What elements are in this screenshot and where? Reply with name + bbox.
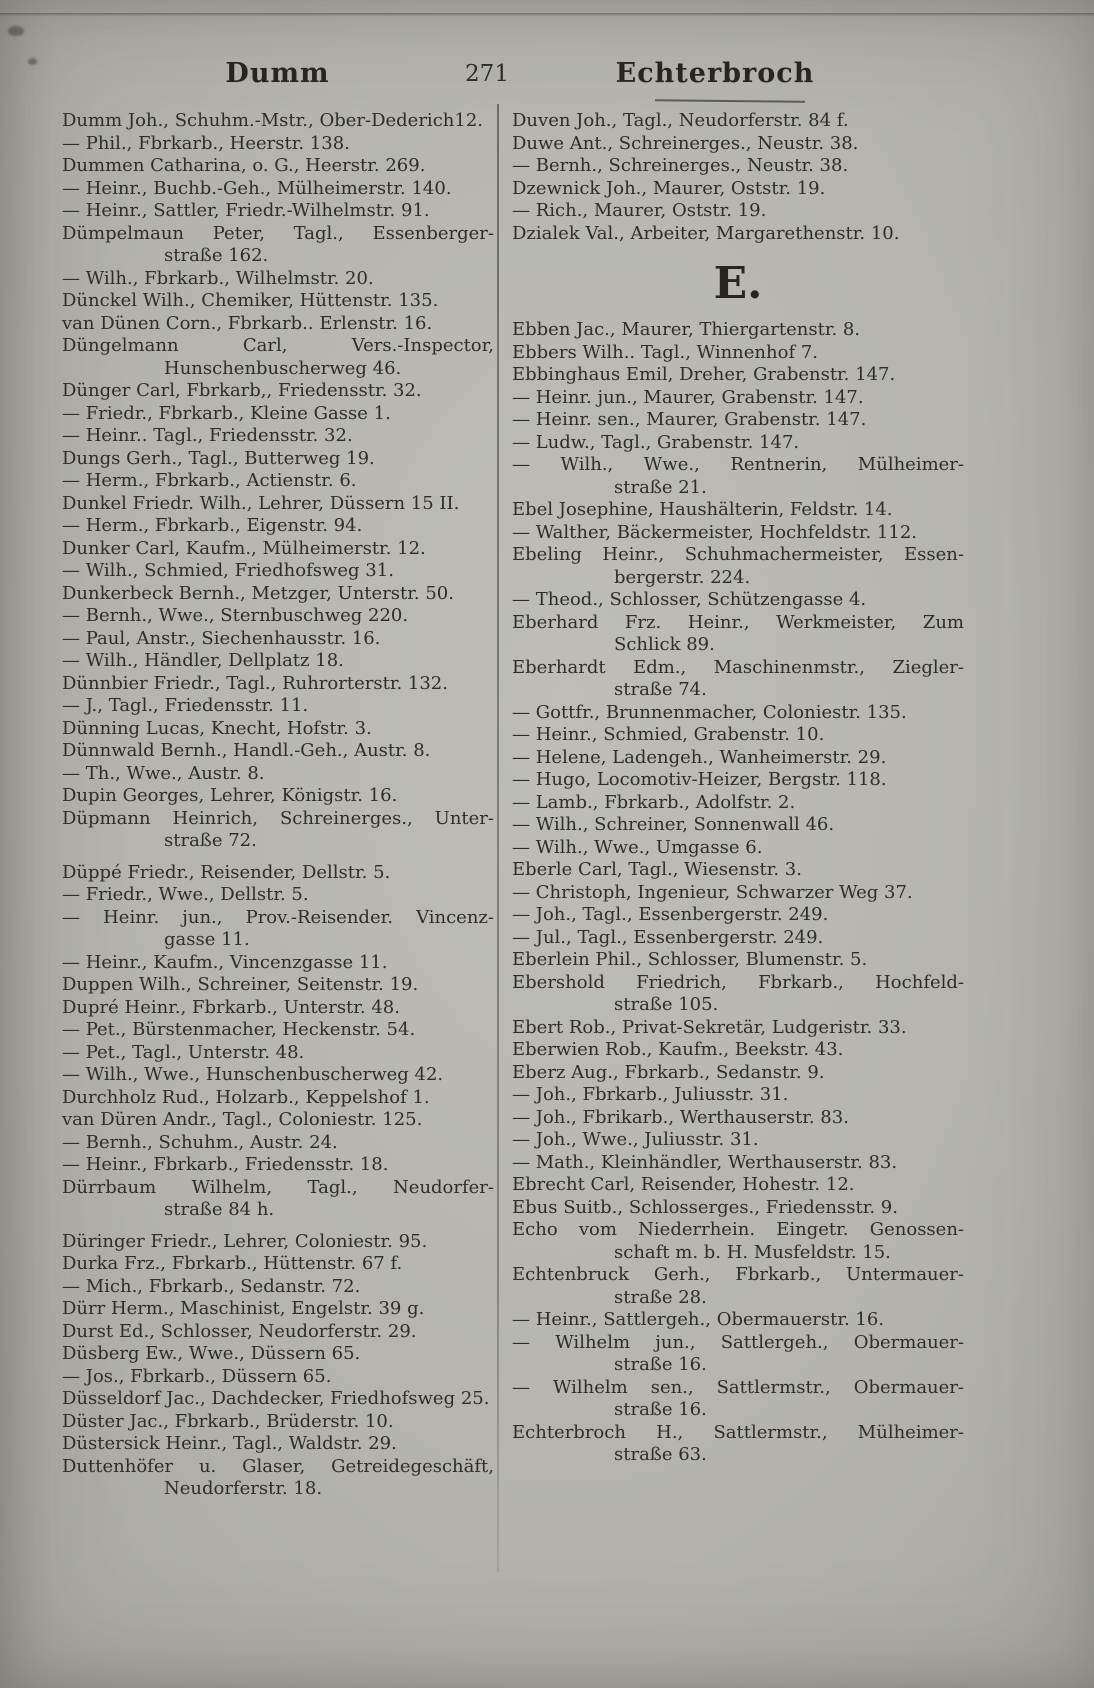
directory-entry <box>62 763 494 786</box>
entry-line: Dünnwald Bernh., Handl.-Geh., Austr. 8. <box>62 740 431 761</box>
entry-line: — Jul., Tagl., Essenbergerstr. 249. <box>512 926 824 948</box>
directory-entry <box>62 538 494 561</box>
entry-line: Durka Frz., Fbrkarb., Hüttenstr. 67 f. <box>62 1253 403 1274</box>
entry-line: Dupré Heinr., Fbrkarb., Unterstr. 48. <box>62 996 400 1018</box>
directory-entry <box>512 522 964 545</box>
entry-line: van Dünen Corn., Fbrkarb.. Erlenstr. 16. <box>62 312 433 334</box>
directory-entry <box>512 1062 964 1085</box>
directory-entry <box>62 1019 494 1042</box>
entry-line: — Heinr. jun., Prov.-Reisender. Vincenz- <box>62 906 494 928</box>
entry-continuation-line: straße 16. <box>614 1354 707 1375</box>
entry-line: — Rich., Maurer, Oststr. 19. <box>512 200 767 221</box>
directory-entry <box>62 1298 494 1321</box>
right-column <box>512 110 964 1467</box>
entry-line: — Mich., Fbrkarb., Sedanstr. 72. <box>62 1275 361 1297</box>
entry-line: Düstersick Heinr., Tagl., Waldstr. 29. <box>62 1433 397 1454</box>
entry-line: Dzialek Val., Arbeiter, Margarethenstr. 10. <box>512 222 900 244</box>
section-heading-E: E. <box>713 258 763 309</box>
directory-entry <box>62 808 494 853</box>
directory-entry <box>62 907 494 952</box>
entry-continuation-line: straße 63. <box>614 1444 707 1465</box>
directory-entry <box>62 155 494 178</box>
entry-line: Dunkerbeck Bernh., Metzger, Unterstr. 50. <box>62 582 454 604</box>
directory-entry <box>62 1154 494 1177</box>
entry-line: Ebus Suitb., Schlosserges., Friedensstr. 9. <box>512 1196 898 1218</box>
directory-entry <box>512 702 964 725</box>
entry-line: Dünger Carl, Fbrkarb,, Friedensstr. 32. <box>62 380 422 401</box>
entry-line: Dunkel Friedr. Wilh., Lehrer, Düssern 15 II. <box>62 492 460 514</box>
entry-continuation-line: Schlick 89. <box>614 634 715 655</box>
directory-entry <box>62 425 494 448</box>
entry-line: Eberhard Frz. Heinr., Werkmeister, Zum <box>512 611 964 633</box>
directory-entry <box>512 178 964 201</box>
directory-entry <box>512 1152 964 1175</box>
directory-entry <box>512 133 964 156</box>
directory-entry <box>512 612 964 657</box>
directory-entry <box>512 200 964 223</box>
entry-line: Duven Joh., Tagl., Neudorferstr. 84 f. <box>512 110 849 131</box>
entry-line: — Gottfr., Brunnenmacher, Coloniestr. 135. <box>512 701 907 723</box>
directory-entry <box>62 740 494 763</box>
entry-line: — Friedr., Fbrkarb., Kleine Gasse 1. <box>62 402 391 424</box>
directory-entry <box>62 403 494 426</box>
directory-entry <box>512 110 964 133</box>
directory-entry <box>62 515 494 538</box>
entry-continuation-line: straße 162. <box>164 245 269 266</box>
entry-line: Ebrecht Carl, Reisender, Hohestr. 12. <box>512 1174 855 1195</box>
entry-line: Ebel Josephine, Haushälterin, Feldstr. 14. <box>512 499 893 520</box>
directory-entry <box>62 1064 494 1087</box>
entry-line: — Wilh., Schreiner, Sonnenwall 46. <box>512 814 835 835</box>
directory-entry <box>62 952 494 975</box>
directory-entry <box>62 785 494 808</box>
entry-line: — Jos., Fbrkarb., Düssern 65. <box>62 1365 332 1387</box>
entry-line: Dungs Gerh., Tagl., Butterweg 19. <box>62 447 375 469</box>
entry-line: Dzewnick Joh., Maurer, Oststr. 19. <box>512 177 826 199</box>
entry-continuation-line: straße 74. <box>614 679 707 700</box>
directory-entry <box>62 493 494 516</box>
directory-entry <box>512 409 964 432</box>
directory-entry <box>62 583 494 606</box>
entry-line: — Wilh., Wwe., Rentnerin, Mülheimer- <box>512 454 964 475</box>
directory-entry <box>62 1253 494 1276</box>
entry-line: — Joh., Fbrkarb., Juliusstr. 31. <box>512 1084 789 1105</box>
directory-entry <box>62 673 494 696</box>
directory-entry <box>62 1087 494 1110</box>
entry-line: — Joh., Fbrikarb., Werthauserstr. 83. <box>512 1106 849 1128</box>
directory-entry <box>512 1332 964 1377</box>
entry-line: — Wilh., Schmied, Friedhofsweg 31. <box>62 560 394 581</box>
entry-line: — Th., Wwe., Austr. 8. <box>62 762 265 784</box>
entry-line: Echo vom Niederrhein. Eingetr. Genossen- <box>512 1219 964 1240</box>
directory-entry <box>62 862 494 885</box>
entry-line: Dürr Herm., Maschinist, Engelstr. 39 g. <box>62 1298 425 1319</box>
entry-line: — Ludw., Tagl., Grabenstr. 147. <box>512 431 800 453</box>
entry-continuation-line: straße 21. <box>614 476 707 498</box>
entry-line: — Wilhelm sen., Sattlermstr., Obermauer- <box>512 1376 964 1398</box>
directory-entry <box>512 432 964 455</box>
entry-line: — Joh., Wwe., Juliusstr. 31. <box>512 1129 759 1150</box>
directory-entry <box>62 1231 494 1254</box>
directory-entry <box>62 718 494 741</box>
directory-entry <box>62 560 494 583</box>
entry-continuation-line: straße 72. <box>164 830 257 851</box>
directory-entry <box>512 882 964 905</box>
entry-line: Dünning Lucas, Knecht, Hofstr. 3. <box>62 717 372 739</box>
directory-entry <box>62 605 494 628</box>
entry-line: — Hugo, Locomotiv-Heizer, Bergstr. 118. <box>512 769 887 790</box>
ink-speck-artifact <box>8 26 24 36</box>
entry-continuation-line: straße 105. <box>614 994 719 1015</box>
entry-line: Ebeling Heinr., Schuhmachermeister, Essen- <box>512 544 964 565</box>
header-guide-word-left: Dumm <box>225 58 330 89</box>
entry-line: — Wilh., Wwe., Umgasse 6. <box>512 836 763 858</box>
entry-continuation-line: schaft m. b. H. Musfeldstr. 15. <box>614 1241 891 1263</box>
entry-line: Dünnbier Friedr., Tagl., Ruhrorterstr. 132. <box>62 672 448 694</box>
entry-line: Echtenbruck Gerh., Fbrkarb., Untermauer- <box>512 1264 964 1285</box>
entry-line: Durchholz Rud., Holzarb., Keppelshof 1. <box>62 1086 430 1108</box>
directory-entry <box>62 200 494 223</box>
header-guide-word-right: Echterbroch <box>615 58 815 89</box>
directory-entry <box>62 133 494 156</box>
directory-entry <box>512 927 964 950</box>
entry-line: — Paul, Anstr., Siechenhausstr. 16. <box>62 627 381 649</box>
column-divider-rule <box>497 104 499 1572</box>
directory-entry <box>62 628 494 651</box>
entry-line: Düppé Friedr., Reisender, Dellstr. 5. <box>62 861 391 883</box>
entry-line: Dummen Catharina, o. G., Heerstr. 269. <box>62 155 426 176</box>
directory-entry <box>512 724 964 747</box>
directory-entry <box>62 178 494 201</box>
entry-continuation-line: straße 16. <box>614 1399 707 1420</box>
entry-line: Ebershold Friedrich, Fbrkarb., Hochfeld- <box>512 971 964 993</box>
entry-continuation-line: bergerstr. 224. <box>614 566 751 588</box>
entry-line: Duwe Ant., Schreinerges., Neustr. 38. <box>512 132 859 154</box>
entry-line: Düsseldorf Jac., Dachdecker, Friedhofsweg 25. <box>62 1388 490 1409</box>
directory-entry <box>512 223 964 246</box>
directory-entry <box>62 974 494 997</box>
entry-line: — Herm., Fbrkarb., Eigenstr. 94. <box>62 515 363 536</box>
directory-entry <box>62 380 494 403</box>
directory-entry <box>512 1129 964 1152</box>
entry-line: Dürrbaum Wilhelm, Tagl., Neudorfer- <box>62 1176 494 1198</box>
directory-entry <box>62 448 494 471</box>
entry-line: Duppen Wilh., Schreiner, Seitenstr. 19. <box>62 974 419 995</box>
directory-entry <box>512 747 964 770</box>
entry-line: Durst Ed., Schlosser, Neudorferstr. 29. <box>62 1320 417 1342</box>
directory-entry <box>62 650 494 673</box>
entry-line: Dünckel Wilh., Chemiker, Hüttenstr. 135. <box>62 290 439 311</box>
directory-entry <box>62 1411 494 1434</box>
directory-entry <box>62 110 494 133</box>
directory-entry <box>512 1422 964 1467</box>
entry-line: Düpmann Heinrich, Schreinerges., Unter- <box>62 807 494 829</box>
directory-entry <box>512 814 964 837</box>
entry-line: — Heinr. jun., Maurer, Grabenstr. 147. <box>512 386 864 408</box>
directory-entry <box>62 223 494 268</box>
directory-entry <box>62 268 494 291</box>
directory-entry <box>512 949 964 972</box>
directory-entry <box>512 859 964 882</box>
directory-entry <box>512 544 964 589</box>
directory-entry <box>512 155 964 178</box>
entry-line: Dümpelmaun Peter, Tagl., Essenberger- <box>62 222 494 244</box>
directory-entry <box>512 792 964 815</box>
entry-line: Dumm Joh., Schuhm.-Mstr., Ober-Dederich12. <box>62 110 483 131</box>
directory-entry <box>62 695 494 718</box>
directory-entry <box>62 1456 494 1501</box>
entry-line: — Heinr., Fbrkarb., Friedensstr. 18. <box>62 1154 389 1175</box>
directory-entry <box>512 319 964 342</box>
entry-continuation-line: Neudorferstr. 18. <box>164 1478 323 1499</box>
entry-line: Dunker Carl, Kaufm., Mülheimerstr. 12. <box>62 537 426 559</box>
entry-line: — Pet., Tagl., Unterstr. 48. <box>62 1041 305 1063</box>
entry-line: — Wilhelm jun., Sattlergeh., Obermauer- <box>512 1331 964 1353</box>
directory-entry <box>62 1109 494 1132</box>
directory-entry <box>62 1343 494 1366</box>
entry-line: — Heinr. sen., Maurer, Grabenstr. 147. <box>512 409 867 430</box>
directory-entry <box>512 837 964 860</box>
entry-line: — Heinr., Kaufm., Vincenzgasse 11. <box>62 951 388 973</box>
entry-line: Düngelmann Carl, Vers.-Inspector, <box>62 335 494 356</box>
entry-line: — Heinr.. Tagl., Friedensstr. 32. <box>62 425 353 446</box>
entry-line: Eberz Aug., Fbrkarb., Sedanstr. 9. <box>512 1061 825 1083</box>
entry-line: — Heinr., Schmied, Grabenstr. 10. <box>512 724 825 745</box>
entry-line: — Theod., Schlosser, Schützengasse 4. <box>512 589 867 610</box>
entry-line: — Heinr., Sattler, Friedr.-Wilhelmstr. 91. <box>62 200 430 221</box>
directory-entry <box>512 1219 964 1264</box>
entry-line: Eberlein Phil., Schlosser, Blumenstr. 5. <box>512 949 868 970</box>
entry-line: — Heinr., Buchb.-Geh., Mülheimerstr. 140. <box>62 177 452 199</box>
directory-entry <box>512 1197 964 1220</box>
entry-line: — Christoph, Ingenieur, Schwarzer Weg 37. <box>512 881 913 903</box>
directory-entry <box>512 904 964 927</box>
directory-entry <box>62 1042 494 1065</box>
directory-entry <box>62 1388 494 1411</box>
directory-entry <box>512 342 964 365</box>
directory-entry <box>62 290 494 313</box>
entry-line: — J., Tagl., Friedensstr. 11. <box>62 695 309 716</box>
directory-entry <box>512 1084 964 1107</box>
entry-line: — Walther, Bäckermeister, Hochfeldstr. 112. <box>512 521 917 543</box>
entry-line: Dupin Georges, Lehrer, Königstr. 16. <box>62 785 398 806</box>
entry-line: Eberle Carl, Tagl., Wiesenstr. 3. <box>512 859 802 880</box>
directory-entry <box>62 470 494 493</box>
directory-entry <box>62 1321 494 1344</box>
directory-entry <box>512 972 964 1017</box>
entry-line: Eberwien Rob., Kaufm., Beekstr. 43. <box>512 1039 844 1060</box>
directory-entry <box>512 1264 964 1309</box>
entry-line: — Bernh., Wwe., Sternbuschweg 220. <box>62 605 409 626</box>
directory-entry <box>62 335 494 380</box>
entry-line: Düringer Friedr., Lehrer, Coloniestr. 95. <box>62 1230 428 1252</box>
page-number: 271 <box>465 61 509 87</box>
directory-entry <box>62 997 494 1020</box>
directory-entry <box>512 769 964 792</box>
entry-line: — Heinr., Sattlergeh., Obermauerstr. 16. <box>512 1309 885 1330</box>
entry-line: — Phil., Fbrkarb., Heerstr. 138. <box>62 132 350 154</box>
directory-entry <box>512 657 964 702</box>
directory-entry <box>512 1039 964 1062</box>
entry-line: Düsberg Ew., Wwe., Düssern 65. <box>62 1343 361 1364</box>
entry-continuation-line: gasse 11. <box>164 929 250 950</box>
entry-line: — Wilh., Händler, Dellplatz 18. <box>62 650 344 671</box>
entry-line: Ebbinghaus Emil, Dreher, Grabenstr. 147. <box>512 364 896 385</box>
entry-line: — Bernh., Schuhm., Austr. 24. <box>62 1131 338 1153</box>
directory-entry <box>62 1132 494 1155</box>
directory-entry <box>512 499 964 522</box>
entry-line: — Wilh., Fbrkarb., Wilhelmstr. 20. <box>62 267 374 289</box>
directory-entry <box>512 364 964 387</box>
directory-entry <box>512 1107 964 1130</box>
directory-entry <box>62 313 494 336</box>
entry-line: Ebben Jac., Maurer, Thiergartenstr. 8. <box>512 319 861 340</box>
directory-entry <box>62 1366 494 1389</box>
directory-entry <box>62 1276 494 1299</box>
left-column <box>62 110 494 1501</box>
ink-line-artifact <box>655 99 805 103</box>
directory-entry <box>512 1174 964 1197</box>
page-header <box>0 58 1094 98</box>
scan-crease-artifact <box>0 13 1094 16</box>
entry-continuation-line: Hunschenbuscherweg 46. <box>164 357 402 379</box>
entry-line: — Wilh., Wwe., Hunschenbuscherweg 42. <box>62 1064 444 1085</box>
entry-line: — Bernh., Schreinerges., Neustr. 38. <box>512 155 849 176</box>
entry-line: — Math., Kleinhändler, Werthauserstr. 83. <box>512 1151 898 1173</box>
entry-line: — Friedr., Wwe., Dellstr. 5. <box>62 884 309 905</box>
entry-line: Düster Jac., Fbrkarb., Brüderstr. 10. <box>62 1410 394 1432</box>
directory-entry <box>512 454 964 499</box>
entry-continuation-line: straße 28. <box>614 1286 707 1308</box>
entry-line: — Helene, Ladengeh., Wanheimerstr. 29. <box>512 746 887 768</box>
directory-entry <box>512 1309 964 1332</box>
directory-entry <box>512 1017 964 1040</box>
entry-line: van Düren Andr., Tagl., Coloniestr. 125. <box>62 1109 423 1130</box>
entry-line: Duttenhöfer u. Glaser, Getreidegeschäft, <box>62 1455 494 1477</box>
entry-line: — Lamb., Fbrkarb., Adolfstr. 2. <box>512 791 796 813</box>
entry-line: Ebert Rob., Privat-Sekretär, Ludgeristr. 33. <box>512 1016 907 1038</box>
entry-line: — Pet., Bürstenmacher, Heckenstr. 54. <box>62 1019 416 1040</box>
directory-entry <box>62 1433 494 1456</box>
entry-line: — Herm., Fbrkarb., Actienstr. 6. <box>62 470 357 491</box>
directory-entry <box>512 387 964 410</box>
directory-entry <box>62 884 494 907</box>
directory-entry <box>512 589 964 612</box>
entry-line: Ebbers Wilh.. Tagl., Winnenhof 7. <box>512 341 818 363</box>
entry-line: Echterbroch H., Sattlermstr., Mülheimer- <box>512 1421 964 1443</box>
directory-entry <box>512 1377 964 1422</box>
entry-line: — Joh., Tagl., Essenbergerstr. 249. <box>512 904 829 925</box>
entry-line: Eberhardt Edm., Maschinenmstr., Ziegler- <box>512 656 964 678</box>
directory-entry <box>62 1177 494 1222</box>
entry-continuation-line: straße 84 h. <box>164 1199 275 1220</box>
